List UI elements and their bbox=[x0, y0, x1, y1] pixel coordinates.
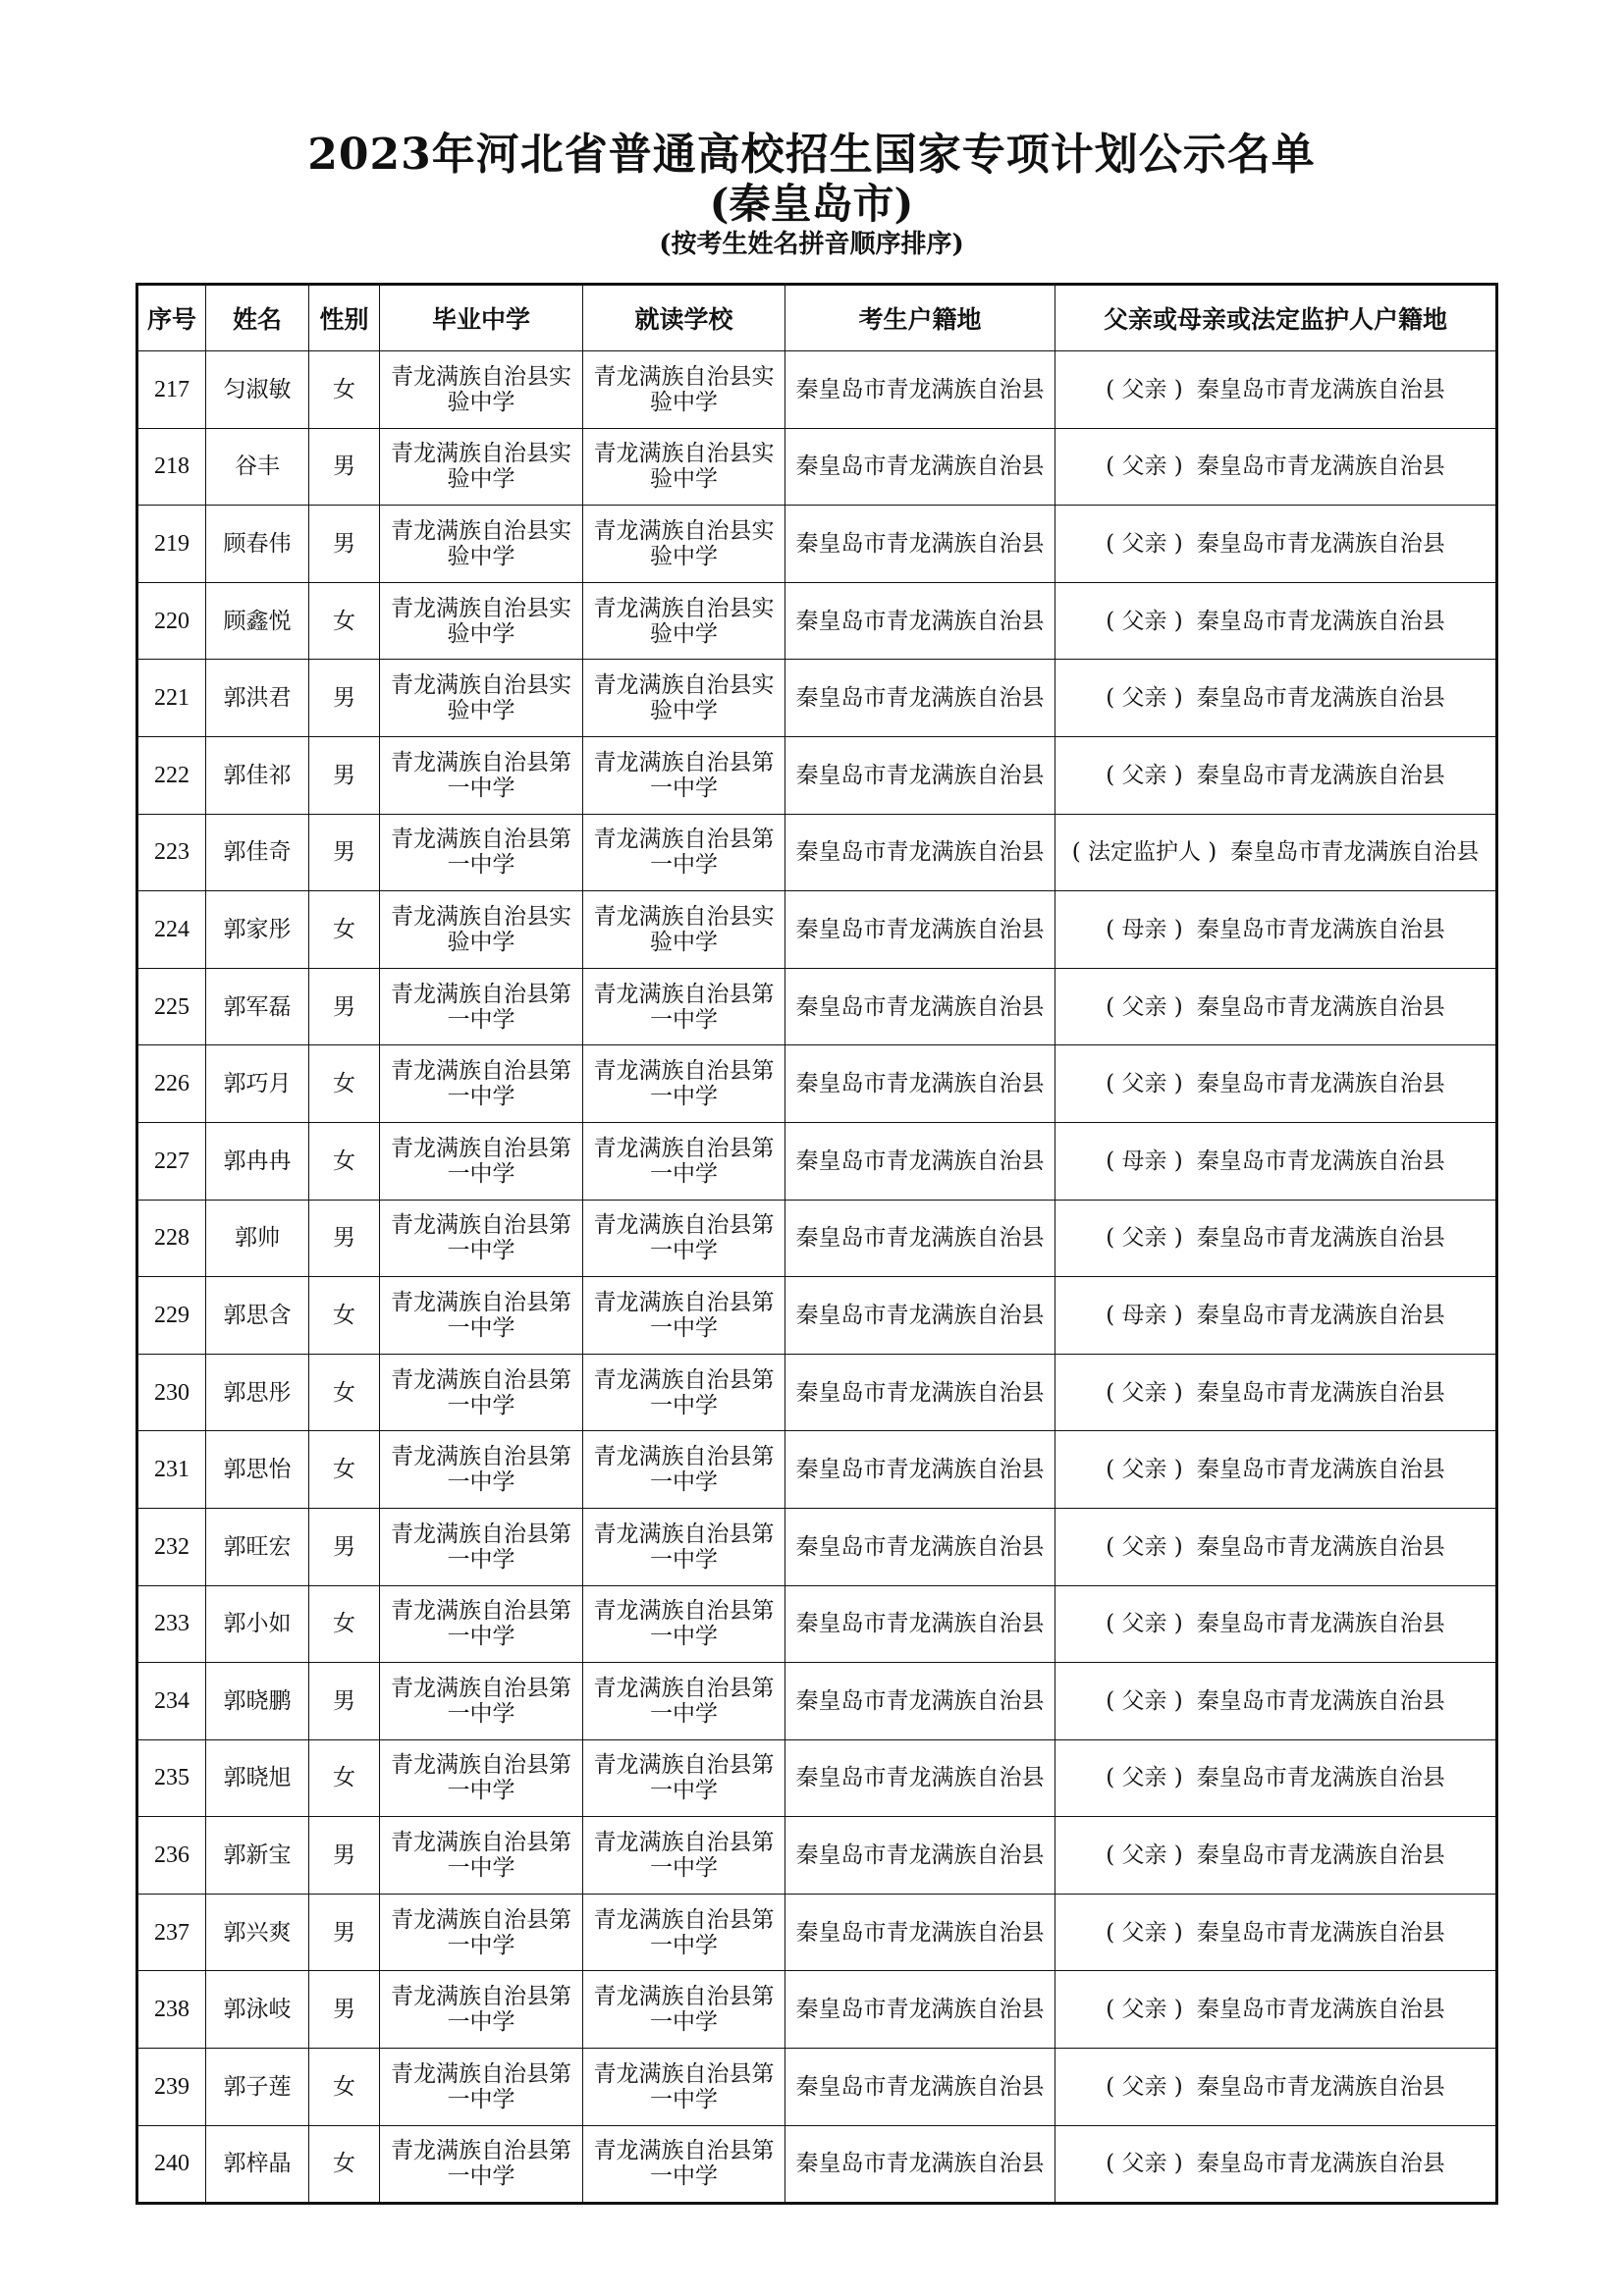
cell-current-school: 青龙满族自治县实验中学 bbox=[583, 506, 785, 583]
cell-gender: 女 bbox=[309, 1045, 380, 1123]
cell-guardian bbox=[1055, 1894, 1497, 1971]
cell-grad-school: 青龙满族自治县实验中学 bbox=[380, 891, 583, 969]
cell-gender: 男 bbox=[309, 1894, 380, 1971]
cell-hukou: 秦皇岛市青龙满族自治县 bbox=[785, 2049, 1055, 2126]
cell-hukou: 秦皇岛市青龙满族自治县 bbox=[785, 1894, 1055, 1971]
cell-serial: 235 bbox=[137, 1739, 206, 1817]
cell-gender: 男 bbox=[309, 506, 380, 583]
cell-name: 郭佳奇 bbox=[206, 814, 309, 891]
table-body bbox=[137, 351, 1497, 2204]
guardian-relation: ( 父亲 ) bbox=[1106, 993, 1183, 1020]
cell-current-school: 青龙满族自治县第一中学 bbox=[583, 2049, 785, 2126]
table-row bbox=[137, 2125, 1497, 2204]
cell-hukou: 秦皇岛市青龙满族自治县 bbox=[785, 1277, 1055, 1355]
cell-guardian bbox=[1055, 1277, 1497, 1355]
cell-gender: 女 bbox=[309, 1277, 380, 1355]
guardian-relation: ( 父亲 ) bbox=[1106, 1842, 1183, 1869]
cell-hukou: 秦皇岛市青龙满族自治县 bbox=[785, 1045, 1055, 1123]
table-row bbox=[137, 1354, 1497, 1431]
header-gender: 性别 bbox=[309, 285, 380, 351]
cell-name: 顾春伟 bbox=[206, 506, 309, 583]
cell-current-school: 青龙满族自治县实验中学 bbox=[583, 351, 785, 429]
cell-current-school: 青龙满族自治县第一中学 bbox=[583, 736, 785, 814]
cell-guardian bbox=[1055, 1739, 1497, 1817]
table-row bbox=[137, 1894, 1497, 1971]
table-row bbox=[137, 351, 1497, 429]
guardian-hukou: 秦皇岛市青龙满族自治县 bbox=[1196, 1379, 1445, 1406]
cell-serial: 231 bbox=[137, 1431, 206, 1509]
guardian-hukou: 秦皇岛市青龙满族自治县 bbox=[1196, 1842, 1445, 1869]
cell-current-school: 青龙满族自治县第一中学 bbox=[583, 2125, 785, 2204]
cell-hukou: 秦皇岛市青龙满族自治县 bbox=[785, 891, 1055, 969]
cell-hukou: 秦皇岛市青龙满族自治县 bbox=[785, 1971, 1055, 2049]
cell-grad-school: 青龙满族自治县第一中学 bbox=[380, 1739, 583, 1817]
cell-grad-school: 青龙满族自治县第一中学 bbox=[380, 1971, 583, 2049]
cell-grad-school: 青龙满族自治县实验中学 bbox=[380, 428, 583, 506]
cell-hukou: 秦皇岛市青龙满族自治县 bbox=[785, 428, 1055, 506]
cell-name: 郭新宝 bbox=[206, 1817, 309, 1895]
cell-grad-school: 青龙满族自治县第一中学 bbox=[380, 1663, 583, 1740]
cell-guardian bbox=[1055, 1122, 1497, 1200]
table-row bbox=[137, 1971, 1497, 2049]
cell-current-school: 青龙满族自治县第一中学 bbox=[583, 1431, 785, 1509]
guardian-hukou: 秦皇岛市青龙满族自治县 bbox=[1196, 1302, 1445, 1328]
cell-current-school: 青龙满族自治县第一中学 bbox=[583, 1200, 785, 1277]
table-row bbox=[137, 428, 1497, 506]
page-title: 2023年河北省普通高校招生国家专项计划公示名单 bbox=[307, 130, 1316, 180]
table-row bbox=[137, 1431, 1497, 1509]
cell-name: 郭帅 bbox=[206, 1200, 309, 1277]
cell-hukou: 秦皇岛市青龙满族自治县 bbox=[785, 736, 1055, 814]
guardian-hukou: 秦皇岛市青龙满族自治县 bbox=[1230, 839, 1480, 866]
guardian-relation: ( 父亲 ) bbox=[1106, 2073, 1183, 2100]
cell-name: 郭军磊 bbox=[206, 968, 309, 1045]
cell-serial: 238 bbox=[137, 1971, 206, 2049]
cell-guardian bbox=[1055, 1585, 1497, 1663]
cell-gender: 女 bbox=[309, 1122, 380, 1200]
guardian-relation: ( 父亲 ) bbox=[1106, 376, 1183, 402]
table-row bbox=[137, 1739, 1497, 1817]
guardian-relation: ( 父亲 ) bbox=[1106, 454, 1183, 480]
page-subtitle: (秦皇岛市) bbox=[709, 180, 914, 228]
cell-current-school: 青龙满族自治县第一中学 bbox=[583, 1122, 785, 1200]
cell-guardian bbox=[1055, 1431, 1497, 1509]
guardian-hukou: 秦皇岛市青龙满族自治县 bbox=[1196, 1687, 1445, 1714]
cell-serial: 226 bbox=[137, 1045, 206, 1123]
guardian-hukou: 秦皇岛市青龙满族自治县 bbox=[1196, 376, 1445, 402]
cell-gender: 女 bbox=[309, 2049, 380, 2126]
cell-serial: 228 bbox=[137, 1200, 206, 1277]
table-row bbox=[137, 1817, 1497, 1895]
guardian-hukou: 秦皇岛市青龙满族自治县 bbox=[1196, 2073, 1445, 2100]
cell-grad-school: 青龙满族自治县第一中学 bbox=[380, 2125, 583, 2204]
cell-gender: 女 bbox=[309, 1585, 380, 1663]
cell-name: 郭晓旭 bbox=[206, 1739, 309, 1817]
cell-grad-school: 青龙满族自治县实验中学 bbox=[380, 506, 583, 583]
header-current-school: 就读学校 bbox=[583, 285, 785, 351]
cell-gender: 男 bbox=[309, 736, 380, 814]
cell-gender: 女 bbox=[309, 351, 380, 429]
cell-name: 郭兴爽 bbox=[206, 1894, 309, 1971]
cell-grad-school: 青龙满族自治县第一中学 bbox=[380, 1045, 583, 1123]
cell-serial: 233 bbox=[137, 1585, 206, 1663]
cell-name: 郭子莲 bbox=[206, 2049, 309, 2126]
cell-serial: 223 bbox=[137, 814, 206, 891]
guardian-hukou: 秦皇岛市青龙满族自治县 bbox=[1196, 993, 1445, 1020]
cell-serial: 234 bbox=[137, 1663, 206, 1740]
cell-gender: 男 bbox=[309, 814, 380, 891]
cell-guardian bbox=[1055, 1200, 1497, 1277]
table-row bbox=[137, 506, 1497, 583]
sort-note: (按考生姓名拼音顺序排序) bbox=[659, 230, 964, 259]
cell-hukou: 秦皇岛市青龙满族自治县 bbox=[785, 1354, 1055, 1431]
cell-hukou: 秦皇岛市青龙满族自治县 bbox=[785, 506, 1055, 583]
cell-current-school: 青龙满族自治县第一中学 bbox=[583, 814, 785, 891]
cell-grad-school: 青龙满族自治县第一中学 bbox=[380, 1508, 583, 1585]
cell-gender: 男 bbox=[309, 968, 380, 1045]
cell-serial: 239 bbox=[137, 2049, 206, 2126]
cell-current-school: 青龙满族自治县第一中学 bbox=[583, 1663, 785, 1740]
guardian-hukou: 秦皇岛市青龙满族自治县 bbox=[1196, 2151, 1445, 2177]
cell-gender: 女 bbox=[309, 1431, 380, 1509]
guardian-relation: ( 父亲 ) bbox=[1106, 1225, 1183, 1252]
cell-current-school: 青龙满族自治县第一中学 bbox=[583, 1971, 785, 2049]
cell-gender: 男 bbox=[309, 1817, 380, 1895]
table-row bbox=[137, 1508, 1497, 1585]
cell-grad-school: 青龙满族自治县第一中学 bbox=[380, 814, 583, 891]
cell-guardian bbox=[1055, 1354, 1497, 1431]
cell-guardian bbox=[1055, 506, 1497, 583]
guardian-hukou: 秦皇岛市青龙满族自治县 bbox=[1196, 916, 1445, 942]
cell-guardian bbox=[1055, 1045, 1497, 1123]
cell-grad-school: 青龙满族自治县第一中学 bbox=[380, 968, 583, 1045]
cell-serial: 232 bbox=[137, 1508, 206, 1585]
cell-grad-school: 青龙满族自治县第一中学 bbox=[380, 1817, 583, 1895]
table-row bbox=[137, 1277, 1497, 1355]
guardian-relation: ( 父亲 ) bbox=[1106, 1611, 1183, 1637]
guardian-relation: ( 父亲 ) bbox=[1106, 1997, 1183, 2023]
guardian-relation: ( 父亲 ) bbox=[1106, 1457, 1183, 1483]
cell-grad-school: 青龙满族自治县第一中学 bbox=[380, 2049, 583, 2126]
cell-serial: 237 bbox=[137, 1894, 206, 1971]
cell-current-school: 青龙满族自治县第一中学 bbox=[583, 1817, 785, 1895]
roster-table bbox=[135, 283, 1498, 2205]
cell-name: 谷丰 bbox=[206, 428, 309, 506]
cell-grad-school: 青龙满族自治县实验中学 bbox=[380, 351, 583, 429]
cell-grad-school: 青龙满族自治县第一中学 bbox=[380, 1277, 583, 1355]
cell-hukou: 秦皇岛市青龙满族自治县 bbox=[785, 1431, 1055, 1509]
guardian-hukou: 秦皇岛市青龙满族自治县 bbox=[1196, 1071, 1445, 1097]
cell-guardian bbox=[1055, 968, 1497, 1045]
guardian-relation: ( 父亲 ) bbox=[1106, 1533, 1183, 1560]
cell-guardian bbox=[1055, 736, 1497, 814]
cell-serial: 217 bbox=[137, 351, 206, 429]
cell-serial: 240 bbox=[137, 2125, 206, 2204]
cell-name: 郭家彤 bbox=[206, 891, 309, 969]
cell-current-school: 青龙满族自治县实验中学 bbox=[583, 660, 785, 737]
cell-grad-school: 青龙满族自治县第一中学 bbox=[380, 1585, 583, 1663]
cell-guardian bbox=[1055, 2125, 1497, 2204]
cell-hukou: 秦皇岛市青龙满族自治县 bbox=[785, 582, 1055, 660]
guardian-relation: ( 父亲 ) bbox=[1106, 1687, 1183, 1714]
cell-grad-school: 青龙满族自治县第一中学 bbox=[380, 1122, 583, 1200]
table-row bbox=[137, 1122, 1497, 1200]
cell-guardian bbox=[1055, 1971, 1497, 2049]
header-guardian-hukou: 父亲或母亲或法定监护人户籍地 bbox=[1055, 285, 1497, 351]
cell-current-school: 青龙满族自治县第一中学 bbox=[583, 1894, 785, 1971]
cell-gender: 男 bbox=[309, 1663, 380, 1740]
cell-gender: 女 bbox=[309, 1739, 380, 1817]
cell-hukou: 秦皇岛市青龙满族自治县 bbox=[785, 660, 1055, 737]
cell-name: 郭洪君 bbox=[206, 660, 309, 737]
table-row bbox=[137, 582, 1497, 660]
cell-hukou: 秦皇岛市青龙满族自治县 bbox=[785, 1817, 1055, 1895]
cell-name: 郭泳岐 bbox=[206, 1971, 309, 2049]
cell-current-school: 青龙满族自治县第一中学 bbox=[583, 1585, 785, 1663]
cell-hukou: 秦皇岛市青龙满族自治县 bbox=[785, 1663, 1055, 1740]
table-row bbox=[137, 660, 1497, 737]
guardian-hukou: 秦皇岛市青龙满族自治县 bbox=[1196, 530, 1445, 557]
cell-name: 郭旺宏 bbox=[206, 1508, 309, 1585]
cell-name: 郭梓晶 bbox=[206, 2125, 309, 2204]
cell-grad-school: 青龙满族自治县第一中学 bbox=[380, 1200, 583, 1277]
cell-serial: 227 bbox=[137, 1122, 206, 1200]
cell-grad-school: 青龙满族自治县第一中学 bbox=[380, 736, 583, 814]
cell-name: 郭晓鹏 bbox=[206, 1663, 309, 1740]
cell-gender: 女 bbox=[309, 1354, 380, 1431]
cell-name: 郭思彤 bbox=[206, 1354, 309, 1431]
cell-name: 郭冉冉 bbox=[206, 1122, 309, 1200]
cell-name: 郭思怡 bbox=[206, 1431, 309, 1509]
cell-name: 郭佳祁 bbox=[206, 736, 309, 814]
cell-current-school: 青龙满族自治县第一中学 bbox=[583, 1045, 785, 1123]
cell-guardian bbox=[1055, 891, 1497, 969]
guardian-hukou: 秦皇岛市青龙满族自治县 bbox=[1196, 1225, 1445, 1252]
guardian-relation: ( 母亲 ) bbox=[1106, 1148, 1183, 1174]
cell-current-school: 青龙满族自治县第一中学 bbox=[583, 1508, 785, 1585]
cell-gender: 男 bbox=[309, 428, 380, 506]
cell-hukou: 秦皇岛市青龙满族自治县 bbox=[785, 814, 1055, 891]
cell-serial: 221 bbox=[137, 660, 206, 737]
guardian-relation: ( 法定监护人 ) bbox=[1071, 839, 1217, 866]
guardian-hukou: 秦皇岛市青龙满族自治县 bbox=[1196, 1997, 1445, 2023]
cell-serial: 222 bbox=[137, 736, 206, 814]
cell-current-school: 青龙满族自治县实验中学 bbox=[583, 582, 785, 660]
cell-gender: 男 bbox=[309, 1508, 380, 1585]
guardian-relation: ( 父亲 ) bbox=[1106, 2151, 1183, 2177]
cell-guardian bbox=[1055, 660, 1497, 737]
cell-serial: 224 bbox=[137, 891, 206, 969]
table-row bbox=[137, 1045, 1497, 1123]
cell-gender: 女 bbox=[309, 891, 380, 969]
header-name: 姓名 bbox=[206, 285, 309, 351]
guardian-hukou: 秦皇岛市青龙满族自治县 bbox=[1196, 1611, 1445, 1637]
cell-name: 郭巧月 bbox=[206, 1045, 309, 1123]
table-row bbox=[137, 1585, 1497, 1663]
table-row bbox=[137, 1200, 1497, 1277]
guardian-hukou: 秦皇岛市青龙满族自治县 bbox=[1196, 685, 1445, 712]
guardian-hukou: 秦皇岛市青龙满族自治县 bbox=[1196, 1533, 1445, 1560]
cell-current-school: 青龙满族自治县第一中学 bbox=[583, 1354, 785, 1431]
table-row bbox=[137, 891, 1497, 969]
cell-serial: 229 bbox=[137, 1277, 206, 1355]
cell-serial: 220 bbox=[137, 582, 206, 660]
cell-gender: 男 bbox=[309, 660, 380, 737]
cell-grad-school: 青龙满族自治县第一中学 bbox=[380, 1894, 583, 1971]
cell-gender: 女 bbox=[309, 2125, 380, 2204]
table-row bbox=[137, 1663, 1497, 1740]
guardian-relation: ( 母亲 ) bbox=[1106, 1302, 1183, 1328]
cell-serial: 230 bbox=[137, 1354, 206, 1431]
cell-grad-school: 青龙满族自治县实验中学 bbox=[380, 582, 583, 660]
guardian-relation: ( 父亲 ) bbox=[1106, 1919, 1183, 1946]
guardian-relation: ( 父亲 ) bbox=[1106, 685, 1183, 712]
guardian-hukou: 秦皇岛市青龙满族自治县 bbox=[1196, 454, 1445, 480]
cell-hukou: 秦皇岛市青龙满族自治县 bbox=[785, 968, 1055, 1045]
cell-serial: 219 bbox=[137, 506, 206, 583]
cell-current-school: 青龙满族自治县第一中学 bbox=[583, 1739, 785, 1817]
guardian-relation: ( 母亲 ) bbox=[1106, 916, 1183, 942]
guardian-hukou: 秦皇岛市青龙满族自治县 bbox=[1196, 762, 1445, 788]
table-row bbox=[137, 736, 1497, 814]
cell-gender: 女 bbox=[309, 582, 380, 660]
cell-serial: 218 bbox=[137, 428, 206, 506]
table-header-row bbox=[137, 285, 1497, 351]
cell-guardian bbox=[1055, 2049, 1497, 2126]
cell-guardian bbox=[1055, 1817, 1497, 1895]
cell-guardian bbox=[1055, 351, 1497, 429]
cell-guardian bbox=[1055, 814, 1497, 891]
header-serial: 序号 bbox=[137, 285, 206, 351]
guardian-relation: ( 父亲 ) bbox=[1106, 608, 1183, 634]
guardian-hukou: 秦皇岛市青龙满族自治县 bbox=[1196, 1919, 1445, 1946]
table-row bbox=[137, 968, 1497, 1045]
cell-guardian bbox=[1055, 582, 1497, 660]
header-hukou: 考生户籍地 bbox=[785, 285, 1055, 351]
cell-guardian bbox=[1055, 1663, 1497, 1740]
table-row bbox=[137, 814, 1497, 891]
cell-hukou: 秦皇岛市青龙满族自治县 bbox=[785, 2125, 1055, 2204]
cell-grad-school: 青龙满族自治县第一中学 bbox=[380, 1354, 583, 1431]
cell-gender: 男 bbox=[309, 1971, 380, 2049]
cell-current-school: 青龙满族自治县第一中学 bbox=[583, 1277, 785, 1355]
cell-hukou: 秦皇岛市青龙满族自治县 bbox=[785, 1200, 1055, 1277]
cell-guardian bbox=[1055, 428, 1497, 506]
cell-grad-school: 青龙满族自治县实验中学 bbox=[380, 660, 583, 737]
guardian-relation: ( 父亲 ) bbox=[1106, 1071, 1183, 1097]
cell-grad-school: 青龙满族自治县第一中学 bbox=[380, 1431, 583, 1509]
guardian-relation: ( 父亲 ) bbox=[1106, 1379, 1183, 1406]
guardian-hukou: 秦皇岛市青龙满族自治县 bbox=[1196, 1148, 1445, 1174]
cell-hukou: 秦皇岛市青龙满族自治县 bbox=[785, 1585, 1055, 1663]
guardian-hukou: 秦皇岛市青龙满族自治县 bbox=[1196, 608, 1445, 634]
cell-serial: 236 bbox=[137, 1817, 206, 1895]
header-grad-school: 毕业中学 bbox=[380, 285, 583, 351]
cell-name: 匀淑敏 bbox=[206, 351, 309, 429]
cell-current-school: 青龙满族自治县实验中学 bbox=[583, 891, 785, 969]
cell-gender: 男 bbox=[309, 1200, 380, 1277]
guardian-relation: ( 父亲 ) bbox=[1106, 530, 1183, 557]
guardian-hukou: 秦皇岛市青龙满族自治县 bbox=[1196, 1765, 1445, 1791]
cell-name: 郭思含 bbox=[206, 1277, 309, 1355]
cell-current-school: 青龙满族自治县实验中学 bbox=[583, 428, 785, 506]
cell-name: 郭小如 bbox=[206, 1585, 309, 1663]
cell-hukou: 秦皇岛市青龙满族自治县 bbox=[785, 1122, 1055, 1200]
guardian-hukou: 秦皇岛市青龙满族自治县 bbox=[1196, 1457, 1445, 1483]
guardian-relation: ( 父亲 ) bbox=[1106, 1765, 1183, 1791]
table-row bbox=[137, 2049, 1497, 2126]
guardian-relation: ( 父亲 ) bbox=[1106, 762, 1183, 788]
cell-hukou: 秦皇岛市青龙满族自治县 bbox=[785, 1739, 1055, 1817]
cell-name: 顾鑫悦 bbox=[206, 582, 309, 660]
cell-serial: 225 bbox=[137, 968, 206, 1045]
cell-hukou: 秦皇岛市青龙满族自治县 bbox=[785, 351, 1055, 429]
cell-guardian bbox=[1055, 1508, 1497, 1585]
cell-current-school: 青龙满族自治县第一中学 bbox=[583, 968, 785, 1045]
cell-hukou: 秦皇岛市青龙满族自治县 bbox=[785, 1508, 1055, 1585]
